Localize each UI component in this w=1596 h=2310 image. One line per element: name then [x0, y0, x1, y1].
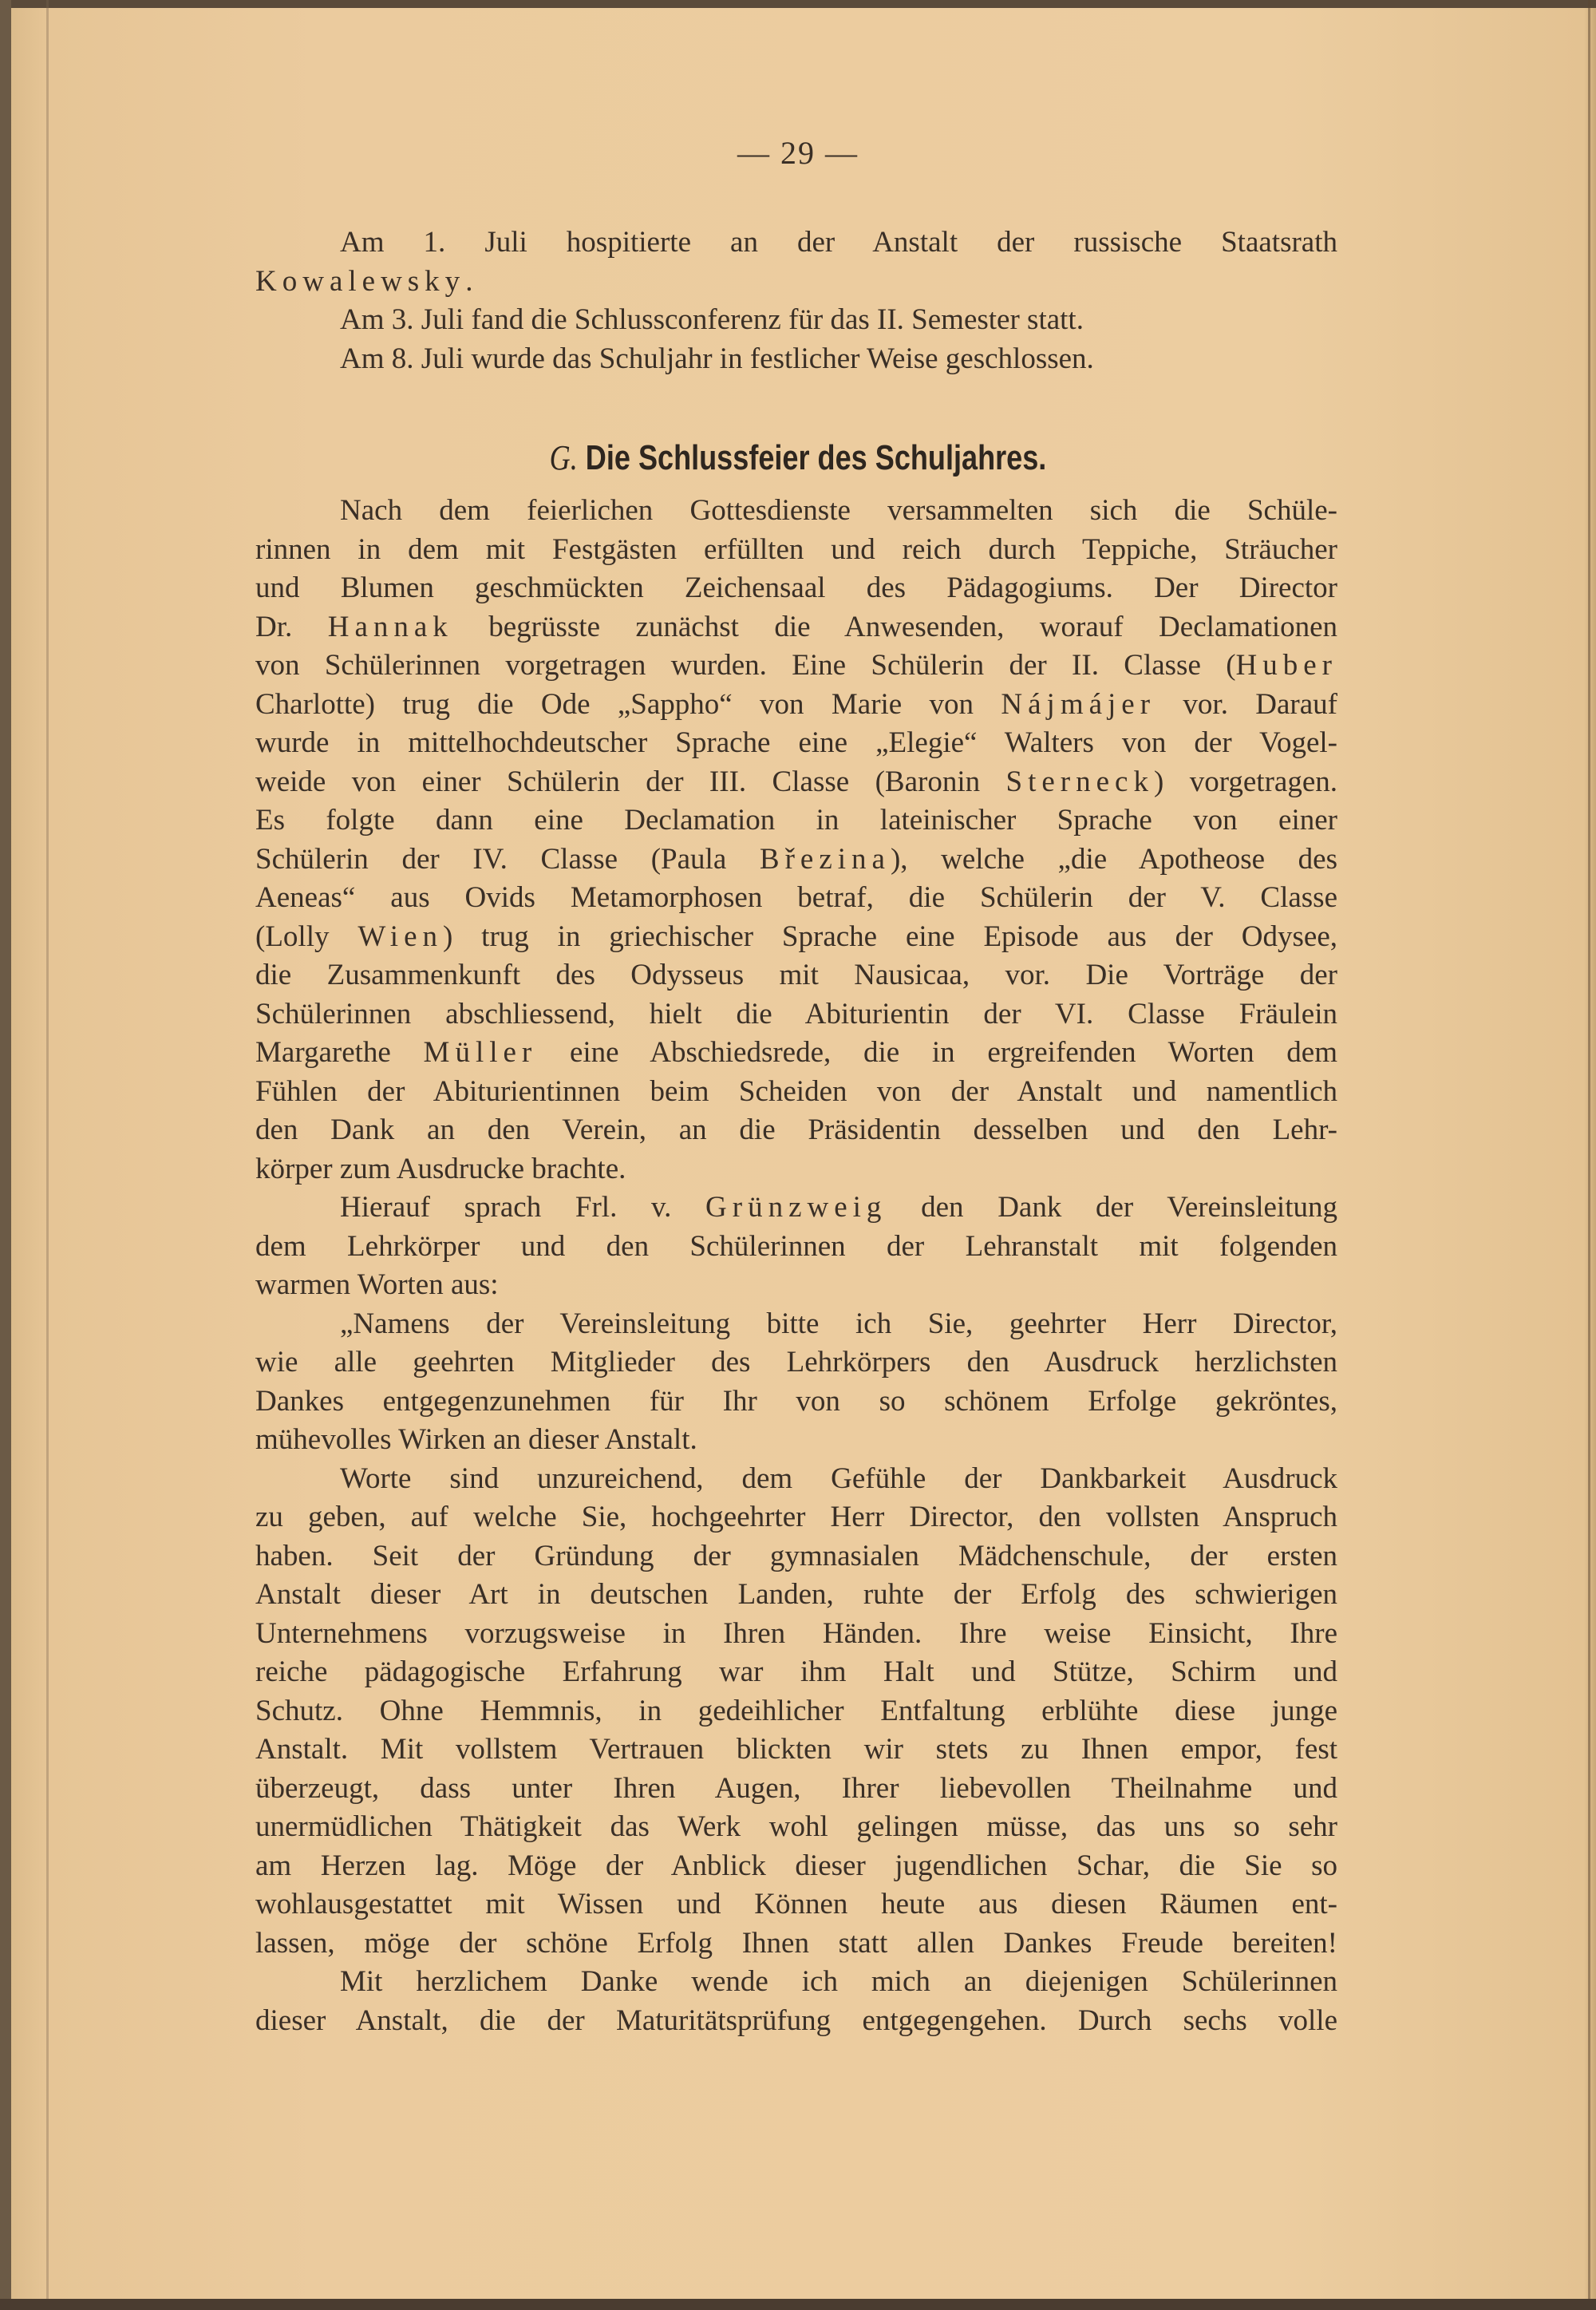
text-line: Dr. Hannak begrüsste zunächst die Anwesenden, worauf Declamationen [255, 610, 1337, 643]
text-line: unermüdlichen Thätigkeit das Werk wohl gelingen müsse, das uns so sehr [255, 1810, 1337, 1843]
page-number: — 29 — [737, 135, 859, 171]
text-line: die Zusammenkunft des Odysseus mit Nausicaa, vor. Die Vorträge der [255, 959, 1337, 991]
text-line: dieser Anstalt, die der Maturitätsprüfung entgegengehen. Durch sechs volle [255, 2003, 1337, 2037]
text-line: weide von einer Schülerin der III. Classe (Baronin Sterneck) vorgetragen. [255, 765, 1337, 798]
text-line: wohlausgestattet mit Wissen und Können heute aus diesen Räumen ent- [255, 1888, 1337, 1920]
page-edge-top [0, 0, 1596, 8]
text-line: von Schülerinnen vorgetragen wurden. Eine Schülerin der II. Classe (Huber [255, 649, 1337, 682]
spaced-name: Grünzweig [705, 1191, 887, 1224]
text-line: am Herzen lag. Möge der Anblick dieser jugendlichen Schar, die Sie so [255, 1849, 1337, 1882]
text-line: rinnen in dem mit Festgästen erfüllten und reich durch Teppiche, Sträucher [255, 532, 1337, 566]
section-heading [144, 437, 1452, 478]
text-line: körper zum Ausdrucke brachte. [255, 1152, 626, 1185]
text-line: lassen, möge der schöne Erfolg Ihnen statt allen Dankes Freude bereiten! [255, 1926, 1337, 1960]
text-line: Am 8. Juli wurde das Schuljahr in festlicher Weise geschlossen. [340, 342, 1094, 375]
spaced-name: Březina [759, 842, 891, 876]
section-letter: G. [549, 438, 578, 477]
text-line: wurde in mittelhochdeutscher Sprache eine „Elegie“ Walters von der Vogel- [255, 726, 1337, 759]
text-line: und Blumen geschmückten Zeichensaal des Pädagogiums. Der Director [255, 572, 1337, 604]
text-line: Schülerin der IV. Classe (Paula Březina), welche „die Apotheose des [255, 842, 1337, 876]
text-line: Mit herzlichem Danke wende ich mich an diejenigen Schülerinnen [340, 1965, 1337, 1998]
intro-paragraphs [255, 223, 1337, 378]
text-line: haben. Seit der Gründung der gymnasialen Mädchenschule, der ersten [255, 1539, 1337, 1572]
text-line: Aeneas“ aus Ovids Metamorphosen betraf, die Schülerin der V. Classe [255, 881, 1337, 914]
text-line: reiche pädagogische Erfahrung war ihm Halt und Stütze, Schirm und [255, 1655, 1337, 1688]
text-line: Am 3. Juli fand die Schlussconferenz für das II. Semester statt. [340, 303, 1084, 336]
text-line: mühevolles Wirken an dieser Anstalt. [255, 1423, 697, 1456]
binding-fold [46, 0, 49, 2310]
spaced-name: Wien [358, 920, 443, 953]
text-line: Anstalt. Mit vollstem Vertrauen blickten wir stets zu Ihnen empor, fest [255, 1733, 1337, 1766]
text-line: Kowalewsky. [255, 264, 473, 298]
spaced-name: Nájmájer [1001, 687, 1156, 721]
text-line: Dankes entgegenzunehmen für Ihr von so schönem Erfolge gekröntes, [255, 1384, 1337, 1418]
text-line: Unternehmens vorzugsweise in Ihren Händen. Ihre weise Einsicht, Ihre [255, 1616, 1337, 1650]
text-line: Charlotte) trug die Ode „Sappho“ von Marie von Nájmájer vor. Darauf [255, 687, 1337, 721]
text-line: Schülerinnen abschliessend, hielt die Abiturientin der VI. Classe Fräulein [255, 997, 1337, 1030]
spaced-name: Huber [1235, 649, 1337, 682]
text-line: überzeugt, dass unter Ihren Augen, Ihrer liebevollen Theilnahme und [255, 1771, 1337, 1805]
spaced-name: Sterneck [1005, 765, 1154, 798]
page-edge-bottom [0, 2299, 1596, 2310]
text-line: Margarethe Müller eine Abschiedsrede, die in ergreifenden Worten dem [255, 1036, 1338, 1069]
text-line: Nach dem feierlichen Gottesdienste versammelten sich die Schüle- [340, 494, 1337, 527]
text-line: warmen Worten aus: [255, 1268, 499, 1301]
page-edge-left [0, 0, 11, 2310]
text-line: Am 1. Juli hospitierte an der Anstalt der russische Staatsrath [340, 226, 1337, 259]
text-line: den Dank an den Verein, an die Präsidentin desselben und den Lehr- [255, 1113, 1337, 1146]
text-line: Es folgte dann eine Declamation in lateinischer Sprache von einer [255, 804, 1337, 837]
body-text [255, 492, 1337, 2040]
text-line: Schutz. Ohne Hemmnis, in gedeihlicher Entfaltung erblühte diese junge [255, 1694, 1337, 1727]
text-line: Fühlen der Abiturientinnen beim Scheiden von der Anstalt und namentlich [255, 1074, 1337, 1108]
text-line: (Lolly Wien) trug in griechischer Sprache eine Episode aus der Odysee, [255, 920, 1337, 953]
text-line: zu geben, auf welche Sie, hochgeehrter Herr Director, den vollsten Anspruch [255, 1501, 1337, 1533]
spaced-name: Hannak [327, 610, 453, 643]
text-line: Hierauf sprach Frl. v. Grünzweig den Dank der Vereinsleitung [340, 1191, 1337, 1224]
section-title: Die Schlussfeier des Schuljahres. [585, 438, 1047, 477]
text-line: wie alle geehrten Mitglieder des Lehrkörpers den Ausdruck herzlichsten [255, 1346, 1337, 1378]
spaced-name: Kowalewsky [255, 264, 466, 298]
text-line: Worte sind unzureichend, dem Gefühle der Dankbarkeit Ausdruck [340, 1462, 1337, 1495]
page-edge-right [1588, 0, 1590, 2310]
text-line: „Namens der Vereinsleitung bitte ich Sie, geehrter Herr Director, [340, 1307, 1337, 1340]
spaced-name: Müller [423, 1036, 538, 1069]
text-line: Anstalt dieser Art in deutschen Landen, ruhte der Erfolg des schwierigen [255, 1578, 1337, 1611]
text-line: dem Lehrkörper und den Schülerinnen der Lehranstalt mit folgenden [255, 1229, 1337, 1263]
